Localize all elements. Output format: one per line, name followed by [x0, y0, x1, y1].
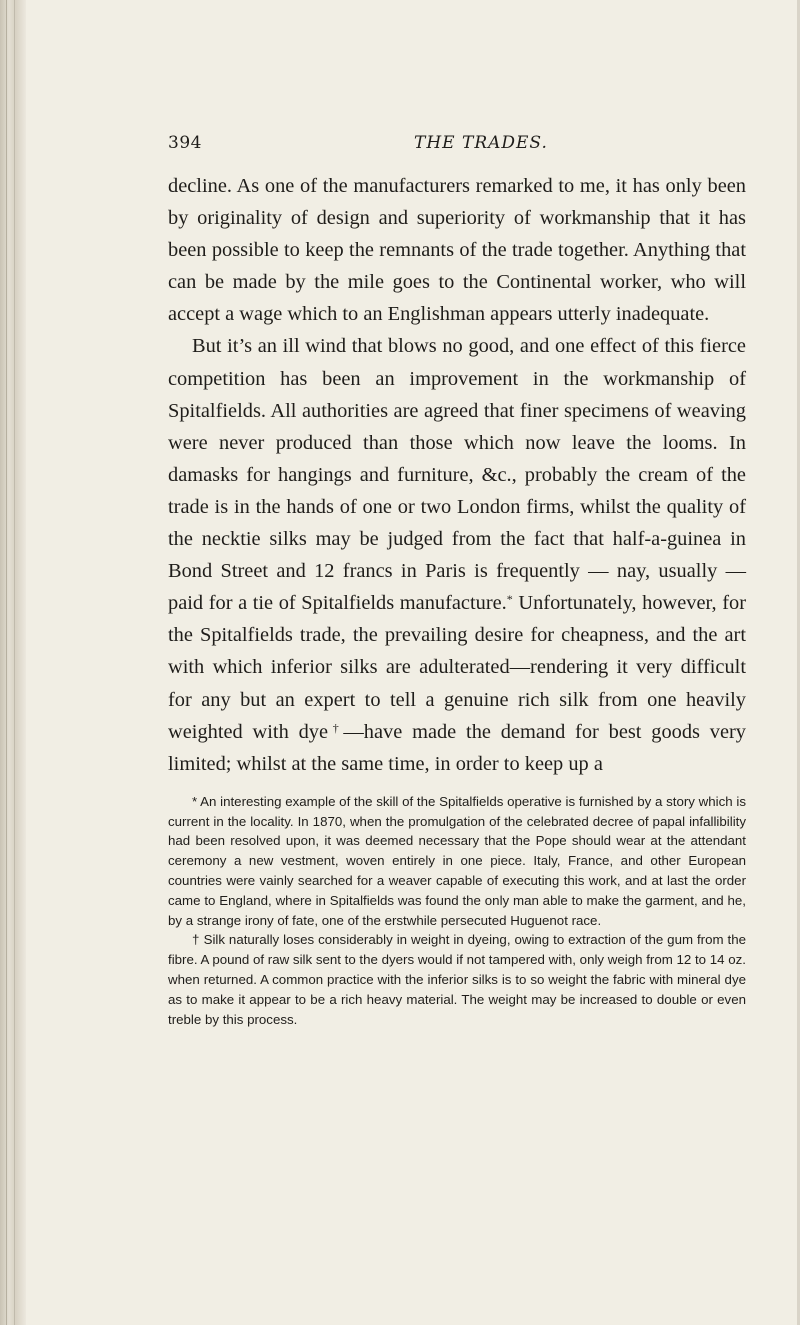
body-text — [168, 170, 746, 780]
paragraph-2-text-c: —have made the demand for best goods very limited; whilst at the same time, in order to keep up a — [168, 720, 746, 775]
page-header — [168, 133, 746, 161]
paragraph-2-text-b: Unfortunately, however, for the Spitalfields trade, the prevailing desire for cheapness, and the art with which inferior silks are adulterated—rendering it very difficult for any but an expert to tell a genuine rich silk from one heavily weighted with dye — [168, 592, 746, 743]
paragraph-1: decline. As one of the manufacturers remarked to me, it has only been by originality of design and superiority of workmanship that it has been possible to keep the remnants of the trade together. Anything that can be made by the mile goes to the Continental worker, who will accept a wage which to an Englishman appears utterly inadequate. — [168, 175, 746, 326]
paragraph-2 — [168, 330, 746, 779]
paragraph-2-text-a: But it’s an ill wind that blows no good, and one effect of this fierce competition has been an improvement in the workmanship of Spitalfields. All authorities are agreed that finer specimens of weaving were never produced than those which now leave the looms. In damasks for hangings and furniture, &c., probably the cream of the trade is in the hands of one or two London firms, whilst the quality of the necktie silks may be judged from the fact that half-a-guinea in Bond Street and 12 francs in Paris is frequently — nay, usually — paid for a tie of Spitalfields manufacture. — [168, 335, 746, 615]
book-page — [168, 133, 746, 1029]
footnote-1: * An interesting example of the skill of the Spitalfields operative is furnished by a story which is current in the locality. In 1870, when the promulgation of the celebrated decree of papal infallibility had been resolved upon, it was deemed necessary that the Pope should wear at the attendant ceremony a new vestment, woven entirely in one piece. Italy, France, and other European countries were vainly searched for a weaver capable of executing this work, and at last the order came to England, where in Spitalfields was found the only man able to make the garment, and he, by a strange irony of fate, one of the erstwhile persecuted Huguenot race. — [168, 793, 746, 928]
footnote-mark-dagger: † — [328, 720, 344, 735]
footnotes — [168, 792, 746, 1030]
page-number: 394 — [168, 133, 202, 153]
running-head: THE TRADES. — [414, 133, 548, 153]
footnote-2: † Silk naturally loses considerably in weight in dyeing, owing to extraction of the gum from the fibre. A pound of raw silk sent to the dyers would if not tampered with, only weigh from 12 to 14 oz. when returned. A common practice with the inferior silks is to so weight the fabric with mineral dye as to make it appear to be a rich heavy material. The weight may be increased to double or even treble by this process. — [168, 932, 746, 1027]
book-binding-edge — [0, 0, 26, 1325]
footnote-mark-asterisk: * — [506, 592, 513, 607]
